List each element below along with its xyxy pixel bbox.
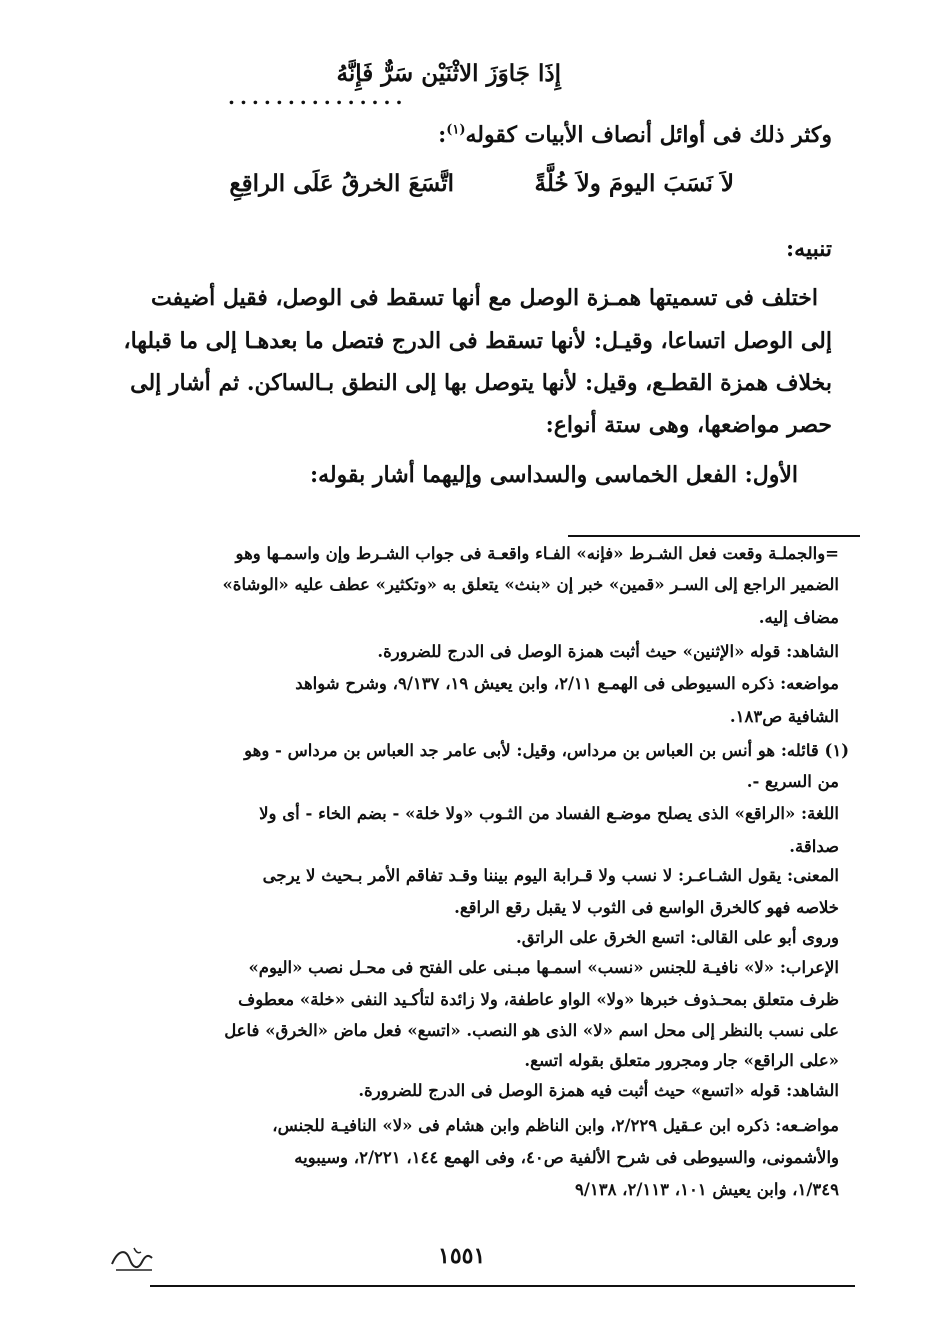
footnote-line: «على الراقع» جار ومجرور متعلق بقوله اتسع. [524,1051,839,1070]
paragraph-line: اختلف فى تسميتها همـزة الوصل مع أنها تسقط فى الوصل، فقيل أضيفت [151,285,818,311]
bottom-rule [150,1285,855,1287]
section-heading: تنبيه: [786,236,832,262]
footnote-line: صداقة. [789,837,839,856]
page-number: ١٥٥١ [438,1243,486,1269]
footnote-line: مضاف إليه. [758,608,839,627]
footnote-separator [568,535,860,537]
footnote-line: (١) قائله: هو أنس بن العباس بن مرداس، وقيل: لأبى عامر جد العباس بن مرداس - وهو [244,741,849,760]
footnote-ref: (١) [446,122,466,138]
paragraph-line: بخلاف همزة القطـع، وقيل: لأنها يتوصل بها إلى النطق بـالساكن. ثم أشار إلى [130,370,832,396]
footnote-line: =والجملـة وقعت فعل الشـرط «فإنه» الفـاء واقعـة فى جواب الشـرط وإن واسمـها وهو [235,544,839,563]
footnote-line: خلاصه فهو كالخرق الواسع فى الثوب لا يقبل رقع الراقع. [454,898,839,917]
intro-colon: : [438,122,447,148]
first-type-line: الأول: الفعل الخماسى والسداسى وإليهما أشار بقوله: [309,462,798,488]
footnote-line: الشاهد: قوله «اتسع» حيث أثبت فيه همزة الوصل فى الدرج للضرورة. [358,1081,839,1100]
footnote-line: اللغة: «الراقع» الذى يصلح موضـع الفساد من الثـوب «ولا خلة» - بضم الخاء - أى ولا [259,804,839,823]
handwritten-mark-icon [108,1240,158,1276]
footnote-line: الإعراب: «لا» نافيـة للجنس «نسب» اسمـها مبـنى على الفتح فى محـل نصب «اليوم» [248,958,839,977]
footnote-line: على نسب بالنظر إلى محل اسم «لا» الذى هو النصب. «اتسع» فعل ماض «الخرق» فاعل [224,1021,839,1040]
verse-top: إِذَا جَاوَزَ الاثْنَيْن سَرٌّ فَإِنَّهُ [336,60,561,87]
footnote-line: ١/٣٤٩، وابن يعيش ١٠١، ٢/١١٣، ٩/١٣٨ [574,1180,839,1199]
paragraph-line: إلى الوصل اتساعا، وقيـل: لأنها تسقط فى الدرج فتصل ما بعدهـا إلى ما قبلها، [123,328,832,354]
intro-text: وكثر ذلك فى أوائل أنصاف الأبيات كقوله [465,122,832,148]
footnote-line: الشاهد: قوله «الإثنين» حيث أثبت همزة الوصل فى الدرج للضرورة. [377,642,839,661]
footnote-line: مواضـعه: ذكره ابن عـقيل ٢/٢٢٩، وابن الناظم وابن هشام فى «لا» النافيـة للجنس، [272,1116,839,1135]
footnote-line: الضمير الراجع إلى السـر «قمين» خبر إن «بنث» يتعلق به «وتكثير» عطف عليه «الوشاة» [222,575,839,594]
intro-line [438,122,832,148]
footnote-line: الشافية ص١٨٣. [729,707,839,726]
verse-left-hemistich: اتَّسَعَ الخرقُ عَلَى الراقِعِ [229,170,454,197]
verse-dots: ............... [228,85,408,109]
footnote-line: مواضعه: ذكره السيوطى فى الهمـع ٢/١١، وابن يعيش ١٩، ٩/١٣٧، وشرح شواهد [295,674,839,693]
footnote-line: والأشمونى، والسيوطى فى شرح الألفية ص٤٠، وفى الهمع ١٤٤، ٢/٢٢١، وسيبويه [294,1148,839,1167]
footnote-line: المعنى: يقول الشـاعـر: لا نسب ولا قـرابة اليوم بيننا وقـد تفاقم الأمر بـحيث لا يرجى [262,866,839,885]
footnote-line: من السريع -. [746,772,839,791]
footnote-line: وروى أبو على القالى: اتسع الخرق على الراتق. [516,928,839,947]
verse-right-hemistich: لاَ نَسَبَ اليومَ ولاَ خُلَّةً [534,170,734,197]
footnote-line: ظرف متعلق بمحـذوف خبرها «ولا» الواو عاطفة، ولا زائدة لتأكـيد النفى «خلة» معطوف [238,990,839,1009]
paragraph-line: حصر مواضعها، وهى ستة أنواع: [545,412,832,438]
